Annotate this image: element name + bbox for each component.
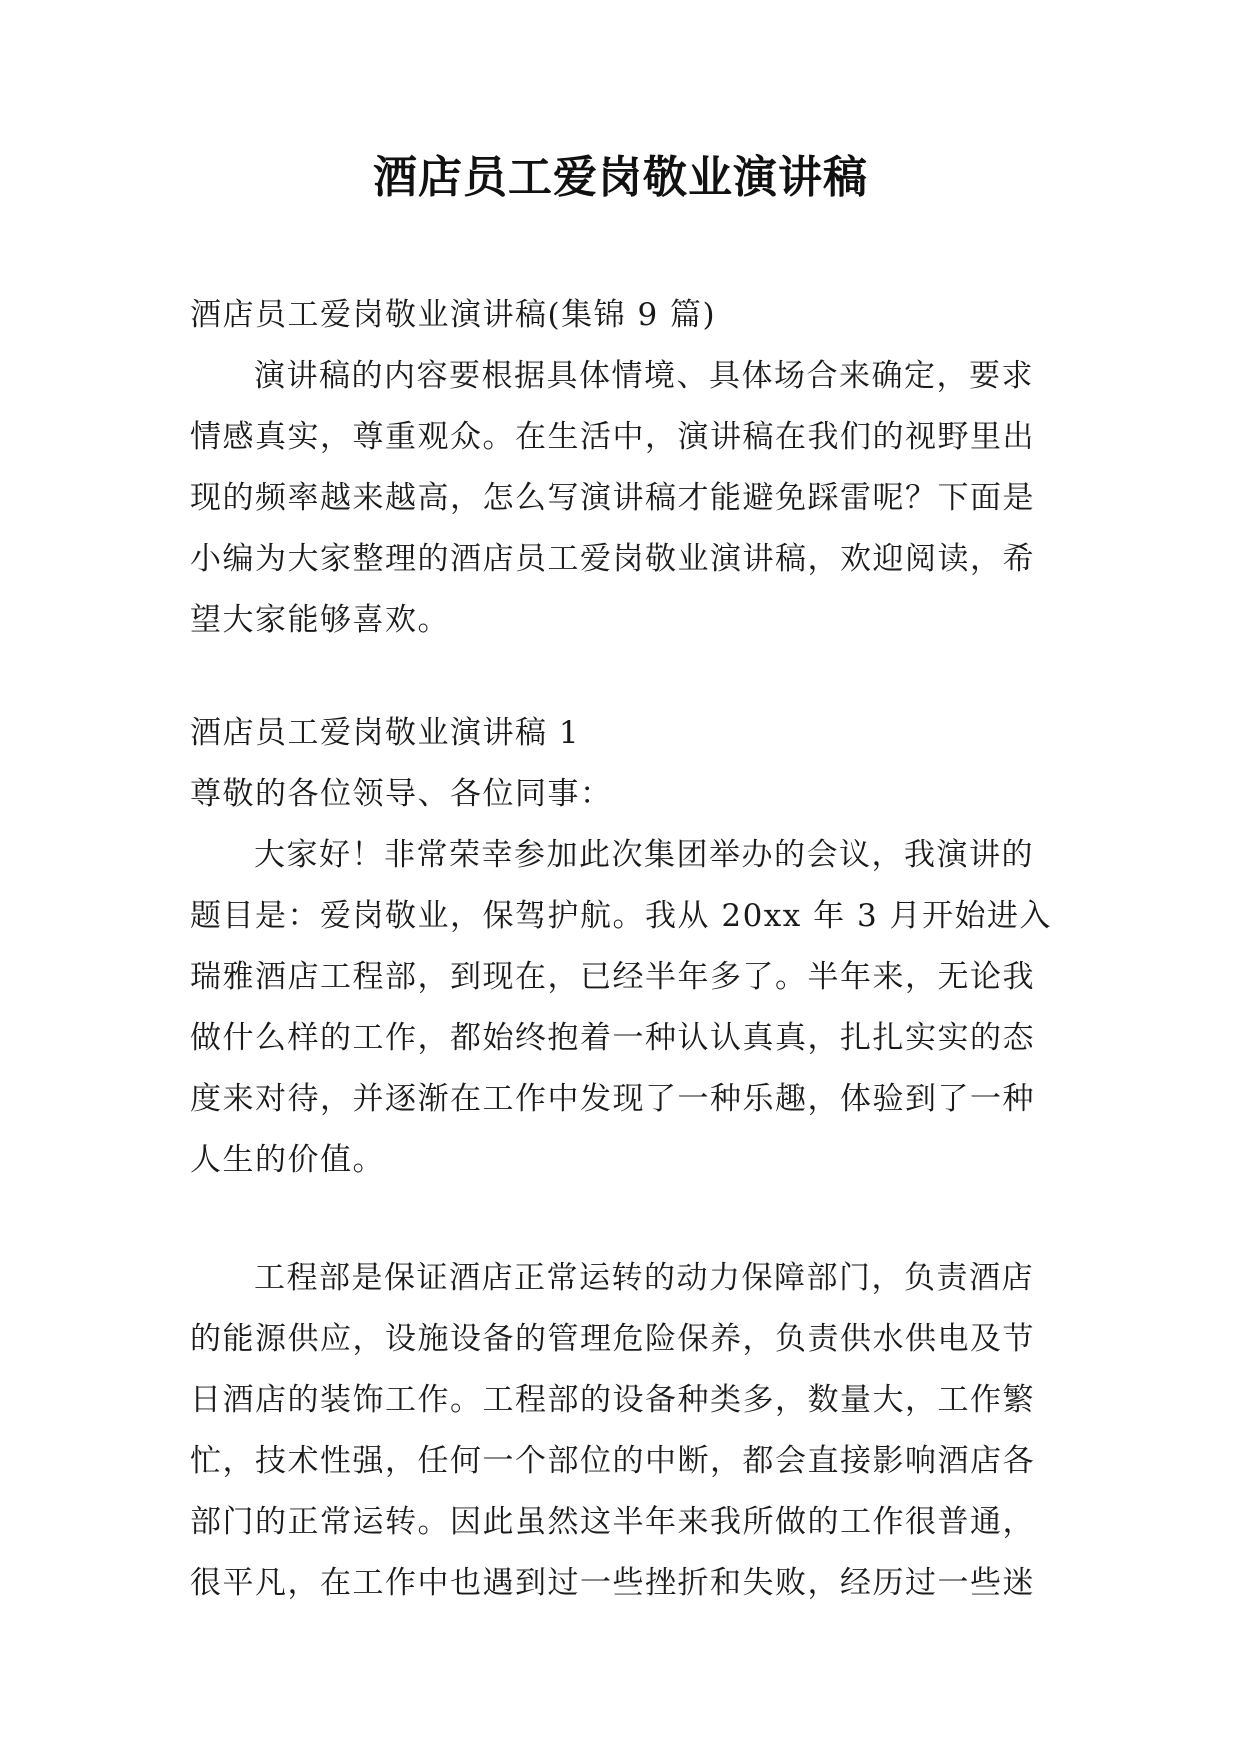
paragraph-line: 的能源供应，设施设备的管理危险保养，负责供水供电及节	[190, 1321, 1035, 1357]
document-subtitle: 酒店员工爱岗敬业演讲稿(集锦 9 篇)	[190, 297, 717, 333]
paragraph-line: 瑞雅酒店工程部，到现在，已经半年多了。半年来，无论我	[190, 959, 1035, 995]
paragraph-line: 很平凡，在工作中也遇到过一些挫折和失败，经历过一些迷	[190, 1565, 1035, 1601]
paragraph-line: 题目是：爱岗敬业，保驾护航。我从 20xx 年 3 月开始进入	[190, 898, 1053, 934]
paragraph-line: 望大家能够喜欢。	[190, 602, 450, 638]
paragraph-line: 大家好！非常荣幸参加此次集团举办的会议，我演讲的	[254, 837, 1034, 873]
paragraph-line: 部门的正常运转。因此虽然这半年来我所做的工作很普通，	[190, 1504, 1035, 1540]
document-body	[190, 285, 1060, 1614]
paragraph-line: 现的频率越来越高，怎么写演讲稿才能避免踩雷呢？下面是	[190, 480, 1035, 516]
body-paragraph-1	[190, 825, 1060, 1191]
intro-paragraph	[190, 346, 1060, 651]
paragraph-line: 忙，技术性强，任何一个部位的中断，都会直接影响酒店各	[190, 1443, 1035, 1479]
section-heading: 酒店员工爱岗敬业演讲稿 1	[190, 715, 581, 751]
paragraph-line: 度来对待，并逐渐在工作中发现了一种乐趣，体验到了一种	[190, 1081, 1035, 1117]
paragraph-line: 日酒店的装饰工作。工程部的设备种类多，数量大，工作繁	[190, 1382, 1035, 1418]
document-title: 酒店员工爱岗敬业演讲稿	[373, 152, 868, 203]
paragraph-line: 做什么样的工作，都始终抱着一种认认真真，扎扎实实的态	[190, 1020, 1035, 1056]
salutation: 尊敬的各位领导、各位同事：	[190, 776, 613, 812]
paragraph-line: 小编为大家整理的酒店员工爱岗敬业演讲稿，欢迎阅读，希	[190, 541, 1035, 577]
paragraph-line: 工程部是保证酒店正常运转的动力保障部门，负责酒店	[254, 1260, 1034, 1296]
paragraph-line: 情感真实，尊重观众。在生活中，演讲稿在我们的视野里出	[190, 419, 1035, 455]
paragraph-line: 人生的价值。	[190, 1142, 385, 1178]
paragraph-line: 演讲稿的内容要根据具体情境、具体场合来确定，要求	[254, 358, 1034, 394]
body-paragraph-2	[190, 1248, 1060, 1614]
